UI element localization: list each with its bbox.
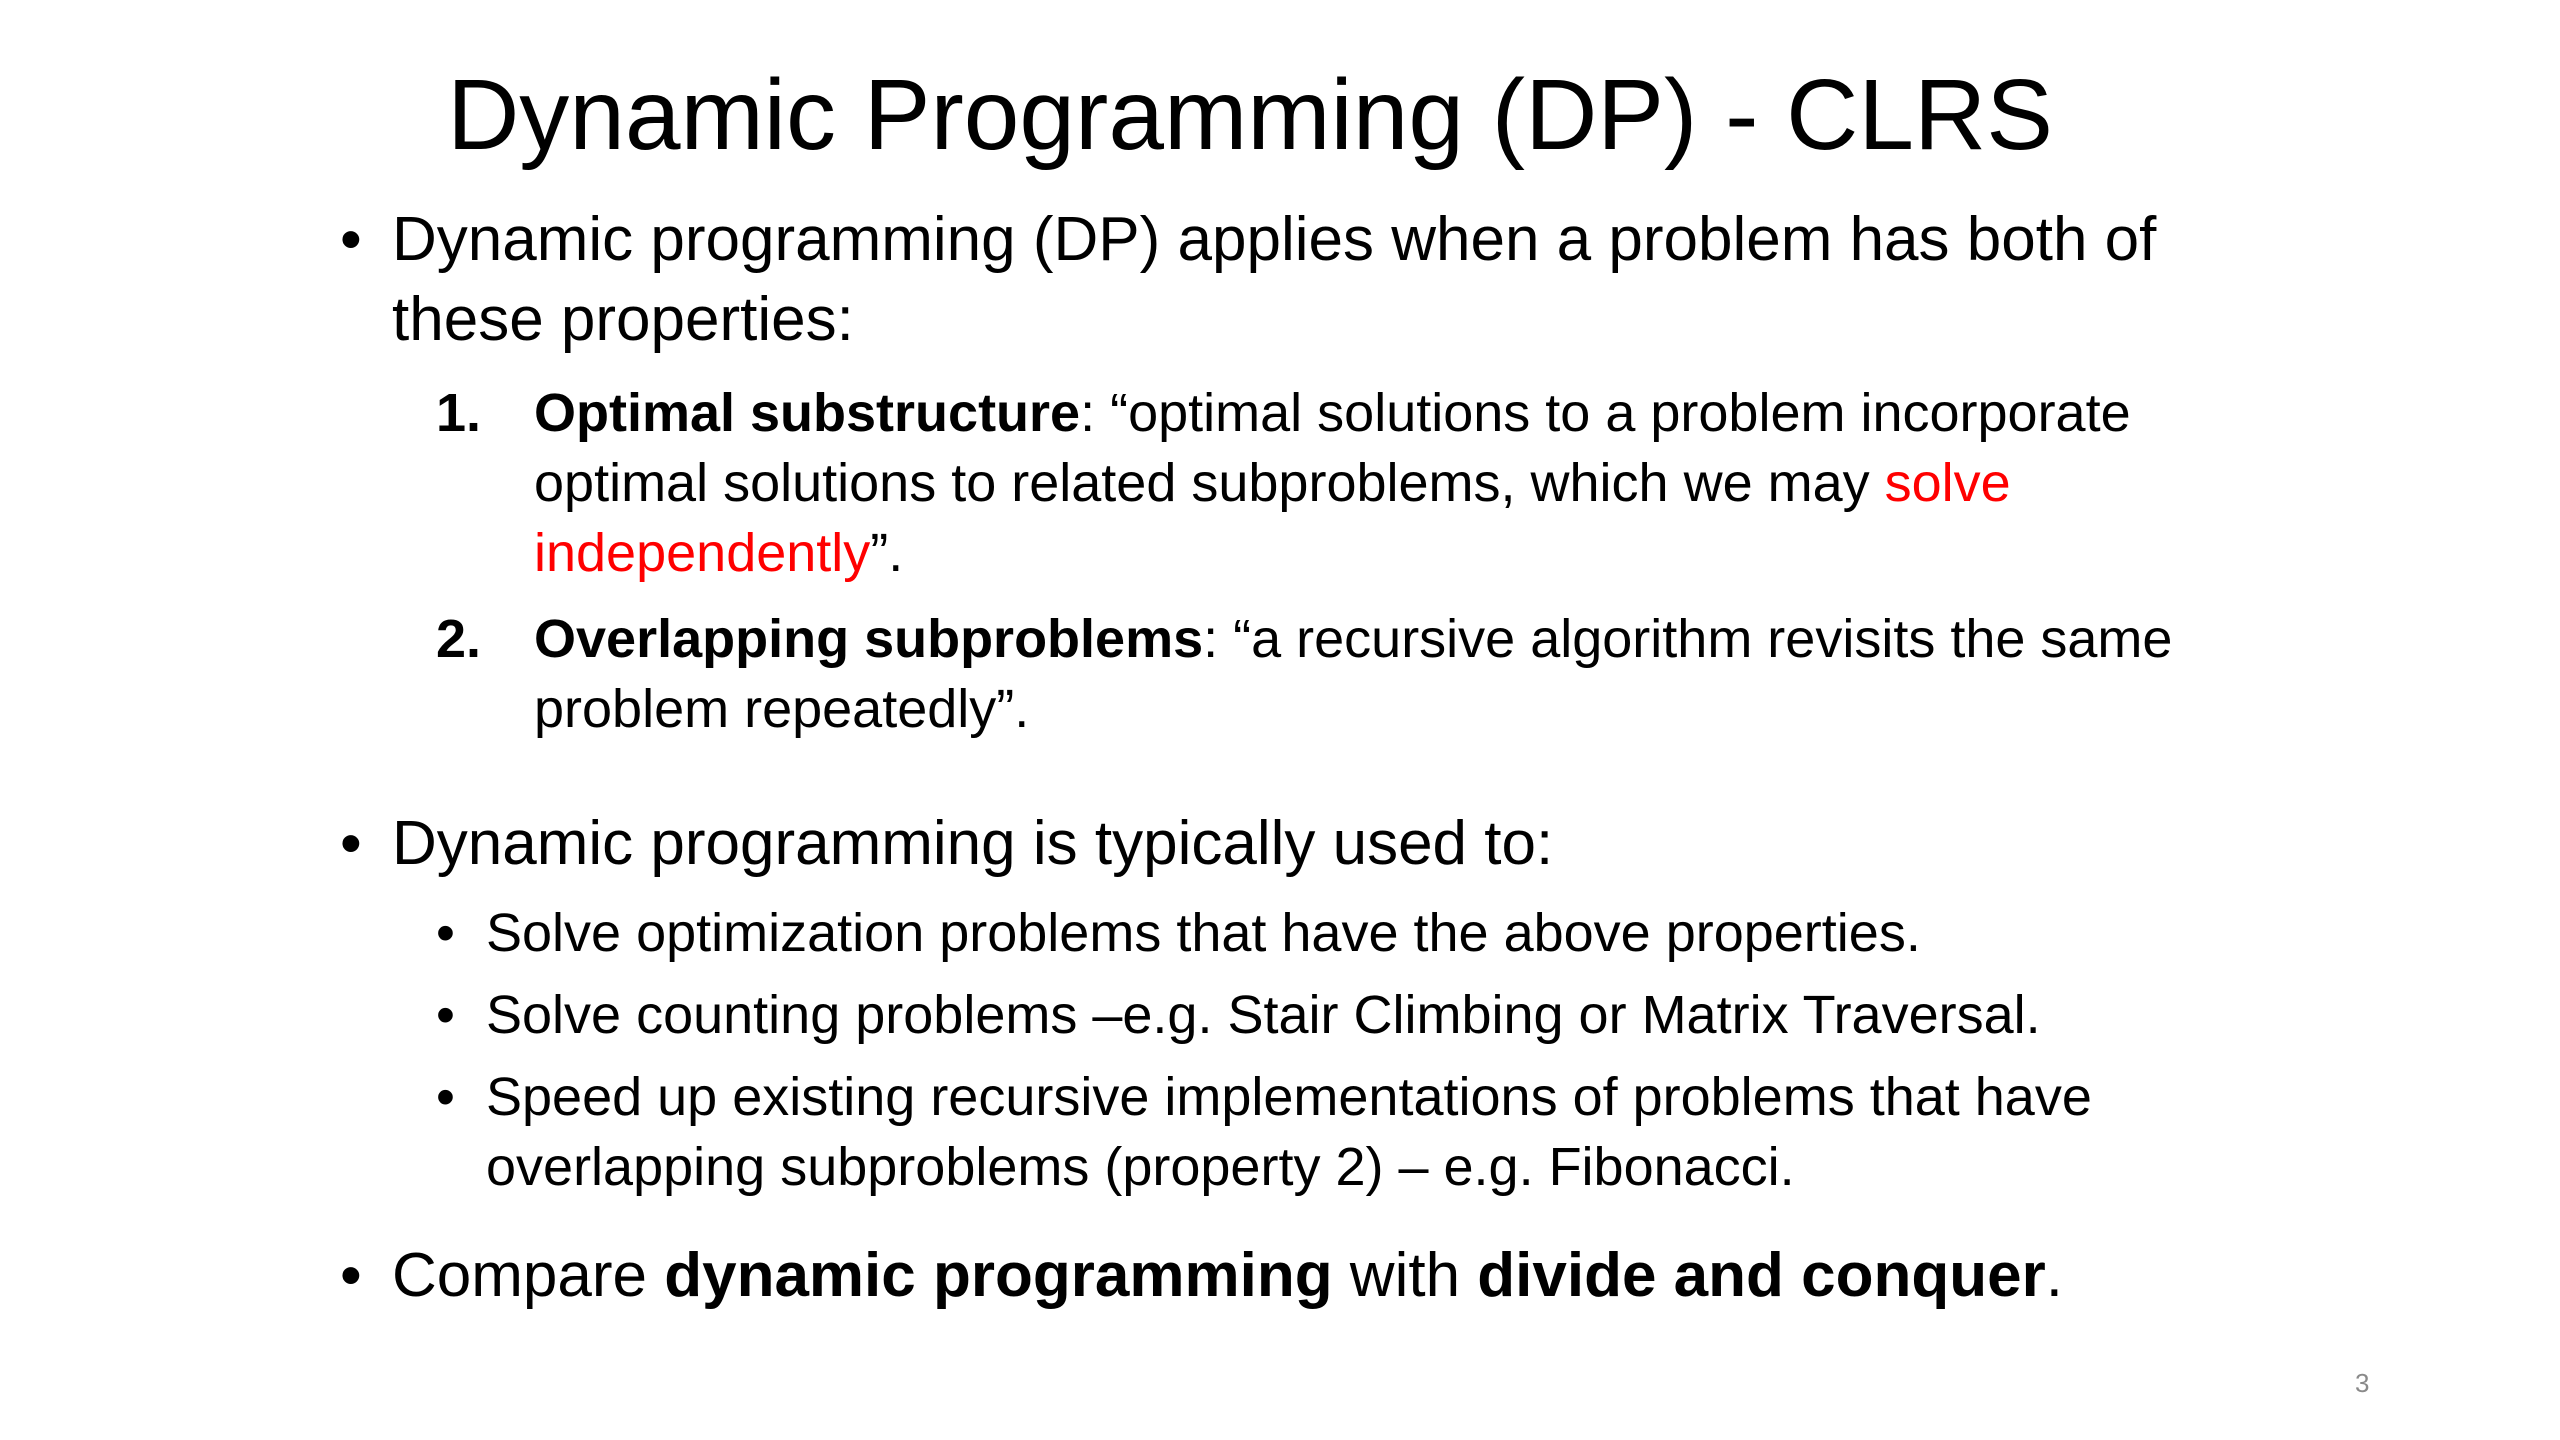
bullet-dot: •	[340, 809, 362, 878]
property-number: 1.	[436, 383, 482, 443]
bullet-compare	[340, 1236, 2240, 1316]
property-optimal-substructure	[436, 378, 2240, 588]
property-quote: : “optimal solutions to a problem incorporate optimal solutions to related subproblems, which we may	[534, 383, 2131, 513]
use-item	[436, 898, 2240, 968]
bullet-dp-used-to	[340, 804, 2240, 884]
property-number: 2.	[436, 609, 482, 669]
use-text: Solve optimization problems that have the above properties.	[486, 903, 1921, 963]
compare-middle: with	[1332, 1241, 1478, 1310]
compare-suffix: .	[2045, 1241, 2063, 1310]
bullet-text: Dynamic programming is typically used to:	[392, 809, 1554, 878]
bullet-dp-applies	[340, 200, 2240, 360]
compare-term-dc: divide and conquer	[1477, 1241, 2046, 1310]
use-item	[436, 980, 2240, 1050]
page-number: 3	[2355, 1368, 2370, 1398]
properties-list	[436, 378, 2240, 744]
use-item	[436, 1062, 2240, 1202]
bullet-dot: •	[340, 1241, 362, 1310]
bullet-dot: •	[436, 1067, 455, 1127]
uses-list	[436, 898, 2240, 1202]
compare-prefix: Compare	[392, 1241, 665, 1310]
highlighted-text: solve independently	[534, 453, 2011, 583]
slide-title: Dynamic Programming (DP) - CLRS	[447, 59, 2053, 171]
bullet-text: Dynamic programming (DP) applies when a problem has both of these properties:	[392, 205, 2157, 354]
property-name: Overlapping subproblems	[534, 609, 1204, 669]
bullet-dot: •	[436, 985, 455, 1045]
bullet-dot: •	[340, 205, 362, 274]
slide-body	[340, 200, 2240, 1316]
property-name: Optimal substructure	[534, 383, 1081, 443]
property-overlapping-subproblems	[436, 604, 2240, 744]
property-quote: : “a recursive algorithm revisits the same problem repeatedly”.	[534, 609, 2173, 739]
use-text: Solve counting problems –e.g. Stair Climbing or Matrix Traversal.	[486, 985, 2041, 1045]
use-text: Speed up existing recursive implementations of problems that have overlapping subproblems (property 2) – e.g. Fibonacci.	[486, 1067, 2092, 1197]
property-quote-end: ”.	[870, 523, 904, 583]
bullet-dot: •	[436, 903, 455, 963]
compare-term-dp: dynamic programming	[664, 1241, 1333, 1310]
